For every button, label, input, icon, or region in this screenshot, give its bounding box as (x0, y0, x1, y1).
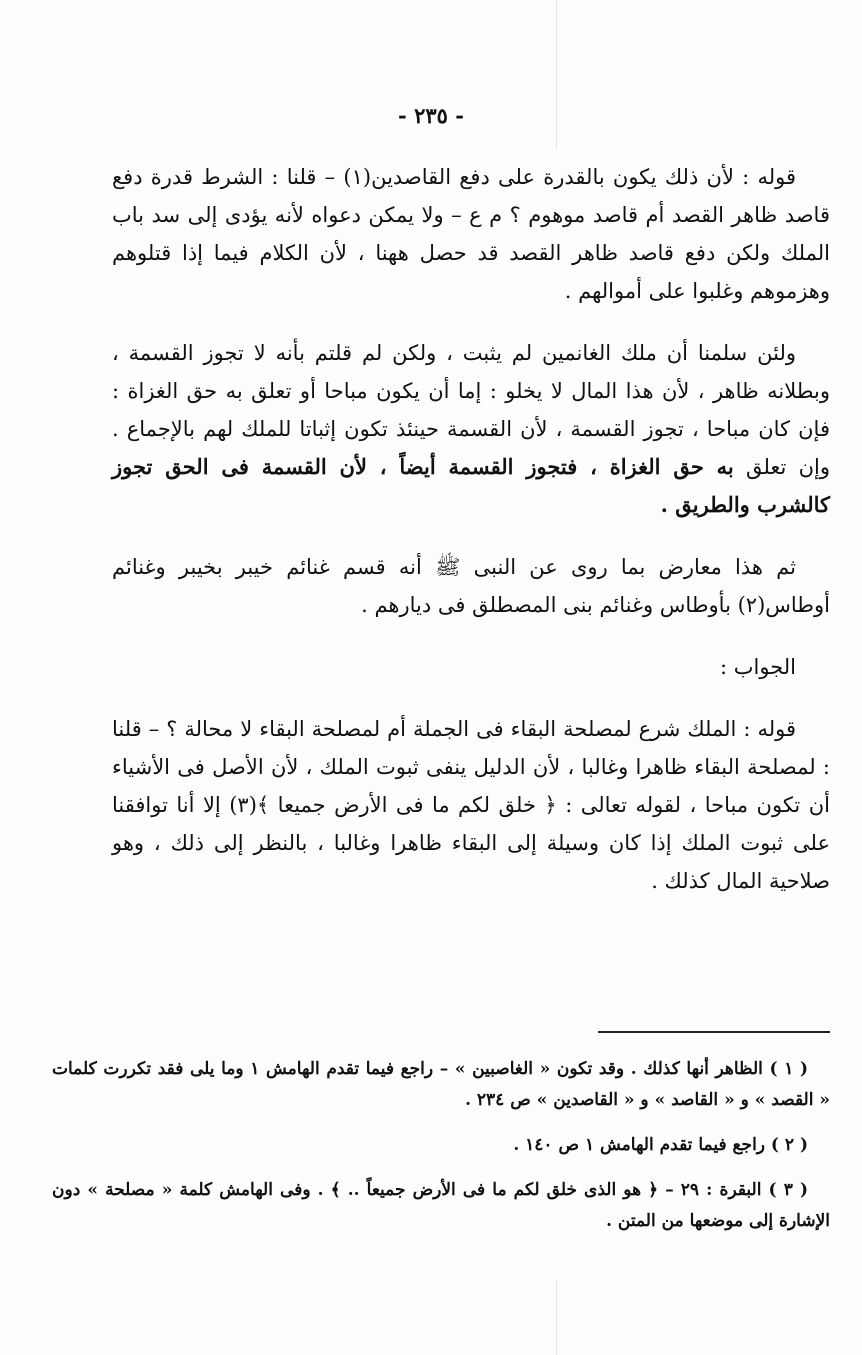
paragraph-2-part-a: ولئن سلمنا أن ملك الغانمين لم يثبت ، ولكن لم قلتم بأنه لا تجوز القسمة ، وبطلانه ظاهر ، لأن هذا المال لا يخلو : إما أن يكون مباحا أو تعلق به حق الغزاة : فإن كان مباحا ، تجوز القسمة ، لأن القسمة حينئذ تكون إثباتا للملك لهم بالإجماع . وإن تعلق (112, 341, 830, 479)
scan-artifact-line (556, 1280, 557, 1355)
footnotes (52, 1054, 830, 1251)
page-number: - ٢٣٥ - (398, 103, 464, 128)
footnote-1: ( ١ ) الظاهر أنها كذلك . وقد تكون « الغاصبين » – راجع فيما تقدم الهامش ١ وما يلى فقد تكررت كلمات « القصد » و « القاصد » و « القاصدين » ص ٢٣٤ . (52, 1059, 830, 1110)
paragraph-2-part-b: به حق الغزاة ، فتجوز القسمة أيضاً ، لأن القسمة فى الحق تجوز كالشرب والطريق . (112, 454, 830, 517)
footnote-divider (598, 1031, 830, 1033)
section-heading: الجواب : (720, 655, 796, 679)
paragraph-4: قوله : الملك شرع لمصلحة البقاء فى الجملة أم لمصلحة البقاء لا محالة ؟ – قلنا : لمصلحة البقاء ظاهرا وغالبا ، لأن الدليل ينفى ثبوت الملك ، لأن الأصل فى الأشياء أن تكون مباحا ، لقوله تعالى : ﴿ خلق لكم ما فى الأرض جميعا ﴾(٣) إلا أنا توافقنا على ثبوت الملك إذا كان وسيلة إلى البقاء ظاهرا وغالبا ، بالنظر إلى ذلك ، وهو صلاحية المال كذلك . (112, 717, 830, 893)
paragraph-2 (112, 334, 830, 524)
paragraph-1: قوله : لأن ذلك يكون بالقدرة على دفع القاصدين(١) – قلنا : الشرط قدرة دفع قاصد ظاهر القصد أم قاصد موهوم ؟ م ع – ولا يمكن دعواه لأنه يؤدى إلى سد باب الملك ولكن دفع قاصد ظاهر القصد قد حصل ههنا ، لأن الكلام فيما إذا قتلوهم وهزموهم وغلبوا على أموالهم . (112, 165, 830, 303)
paragraph-3: ثم هذا معارض بما روى عن النبى ﷺ أنه قسم غنائم خيبر بخيبر وغنائم أوطاس(٢) بأوطاس وغنائم بنى المصطلق فى ديارهم . (112, 555, 830, 617)
main-text (112, 158, 830, 924)
footnote-2: ( ٢ ) راجع فيما تقدم الهامش ١ ص ١٤٠ . (513, 1135, 808, 1155)
footnote-3: ( ٣ ) البقرة : ٢٩ – ﴿ هو الذى خلق لكم ما فى الأرض جميعاً .. ﴾ . وفى الهامش كلمة « مصلحة » دون الإشارة إلى موضعها من المتن . (52, 1180, 830, 1231)
